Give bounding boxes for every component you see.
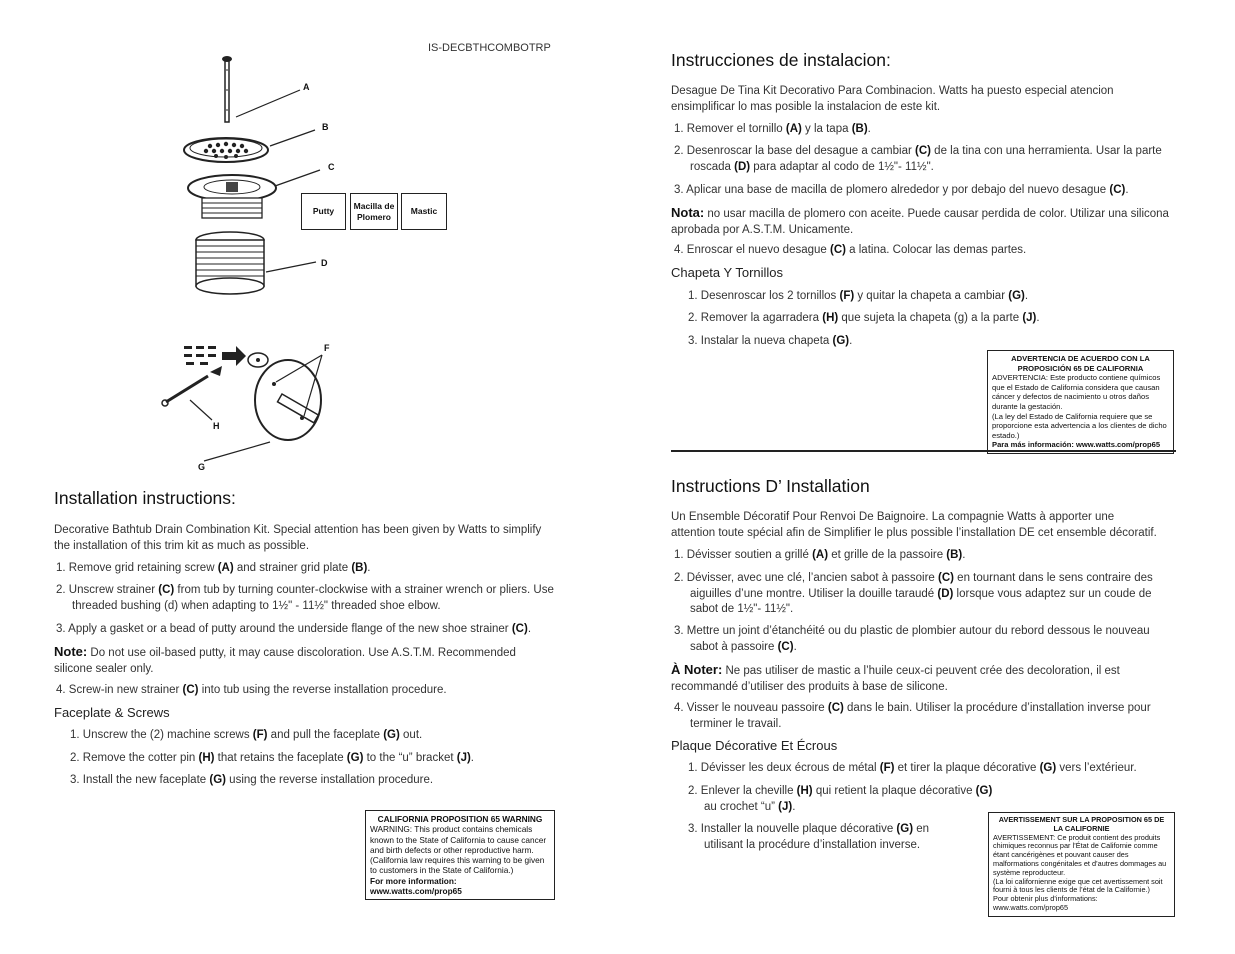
english-sub-step-2: 2. Remove the cotter pin (H) that retains the faceplate (G) to the “u” bracket (J). [70,752,474,764]
label-a: A [303,82,310,92]
spanish-warning-info: Para más información: www.watts.com/prop65 [992,440,1161,450]
spanish-warning-law: (La ley del Estado de California requiere que se proporcione esta advertencia a los clientes de dicho estado.) [992,411,1167,440]
spanish-subhead: Chapeta Y Tornillos [671,265,784,280]
spanish-warning-body: ADVERTENCIA: Este producto contiene químicos que el Estado de California considera que causan cáncer y defectos de nacimiento u otros daños durante la gestación. [992,373,1161,411]
english-warning-title: CALIFORNIA PROPOSITION 65 WARNING [377,814,543,824]
spanish-step-2: 2. Desenroscar la base del desague a cambiar (C) de la tina con una herramienta. Usar la parte roscada (D) para adaptar al codo de 1½"- 11½". [674,145,1162,173]
strainer-grid-illustration [184,138,268,162]
french-subhead: Plaque Décorative Et Écrous [671,738,838,753]
french-prop65-warning [988,812,1175,917]
parts-diagram [150,50,480,480]
english-note: Note: Do not use oil-based putty, it may cause discoloration. Use A.S.T.M. Recommended silicone sealer only. [54,644,516,675]
french-step-3: 3. Mettre un joint d’étanchéité ou du plastic de plombier autour du rebord dessous le nouveau sabot à passoire (C). [674,625,1150,653]
retaining-screw-illustration [222,56,232,122]
spanish-step-4: 4. Enroscar el nuevo desague (C) a latina. Colocar las demas partes. [674,244,1027,256]
label-b: B [322,122,329,132]
english-sub-step-3: 3. Install the new faceplate (G) using the reverse installation procedure. [70,774,434,786]
french-sub-step-1: 1. Dévisser les deux écrous de métal (F) et tirer la plaque décorative (G) vers l’extérieur. [688,762,1137,774]
faceplate-illustration [162,346,321,440]
french-sub-step-3: 3. Installer la nouvelle plaque décorative (G) en utilisant la procédure d’installation inverse. [688,823,930,851]
label-h: H [213,421,220,431]
spanish-step-3: 3. Aplicar una base de macilla de plomero alrededor y por debajo del nuevo desague (C). [674,184,1129,196]
french-step-2: 2. Dévisser, avec une clé, l’ancien sabot à passoire (C) en tournant dans le sens contraire des aiguilles d’une montre. Utiliser la douille taraudé (D) lorsque vous adaptez sur un coude de sabot de 1½"- 11½". [674,572,1153,615]
spanish-step-1: 1. Remover el tornillo (A) y la tapa (B). [674,123,871,135]
spanish-intro: Desague De Tina Kit Decorativo Para Combinacion. Watts ha puesto especial atencion ensimplificar lo mas posible la instalacion de este kit. [671,85,1114,113]
spanish-prop65-warning [987,350,1174,454]
french-note: À Noter: Ne pas utiliser de mastic a l’huile ceux-ci peuvent crée des decoloration, il est recommandé d’utiliser des produits à base de silicone. [671,662,1120,693]
english-warning-body: WARNING: This product contains chemicals known to the State of California to cause cancer and birth defects or other reproductive harm. [370,824,547,855]
document-id: IS-DECBTHCOMBOTRP [428,42,551,54]
spanish-sub-step-2: 2. Remover la agarradera (H) que sujeta la chapeta (g) a la parte (J). [688,312,1040,324]
french-warning-law: (La loi californienne exige que cet avertissement soit fourni à tous les clients de l’état de la Californie.) [993,876,1163,895]
french-title: Instructions D’ Installation [671,476,870,496]
strainer-illustration [188,175,276,218]
french-intro: Un Ensemble Décoratif Pour Renvoi De Baignoire. La compagnie Watts à apporter une attention toute spécial afin de Simplifier le plus possible l’installation DE cet ensemble décoratif. [671,511,1157,539]
english-subhead: Faceplate & Screws [54,705,170,720]
english-sub-step-1: 1. Unscrew the (2) machine screws (F) and pull the faceplate (G) out. [70,729,423,741]
english-title: Installation instructions: [54,488,236,508]
label-g: G [198,462,206,472]
spanish-sub-step-3: 3. Instalar la nueva chapeta (G). [688,335,853,347]
english-step-1: 1. Remove grid retaining screw (A) and strainer grid plate (B). [56,562,371,574]
threaded-bushing-illustration [196,232,264,294]
english-step-2: 2. Unscrew strainer (C) from tub by turning counter-clockwise with a strainer wrench or pliers. Use threaded bushing (d) when adapting to 1½" - 11½" threaded shoe elbow. [56,584,554,612]
label-d: D [321,258,328,268]
english-prop65-warning [365,810,555,900]
french-warning-title: AVERTISSEMENT SUR LA PROPOSITION 65 DE LA CALIFORNIE [998,815,1165,833]
english-warning-info: For more information: www.watts.com/prop65 [370,875,462,897]
french-step-1: 1. Dévisser soutien a grillé (A) et grille de la passoire (B). [674,549,966,561]
spanish-sub-step-1: 1. Desenroscar los 2 tornillos (F) y quitar la chapeta a cambiar (G). [688,290,1029,302]
french-warning-body: AVERTISSEMENT: Ce produit contient des produits chimiques reconnus par l’État de Californie comme étant cancérigènes et pouvant causer des malformations congénitales et d’autres dommages au système reproducteur. [993,832,1167,877]
spanish-title: Instrucciones de instalacion: [671,50,891,70]
mastic-box: Mastic [401,193,447,230]
english-step-3: 3. Apply a gasket or a bead of putty around the underside flange of the new shoe strainer (C). [56,623,532,635]
putty-box: Putty [301,193,346,230]
french-warning-info: Pour obtenir plus d’informations: www.watts.com/prop65 [993,894,1098,912]
label-f: F [324,343,330,353]
french-step-4: 4. Visser le nouveau passoire (C) dans le bain. Utiliser la procédure d’installation inverse pour terminer le travail. [674,702,1151,730]
spanish-note: Nota: no usar macilla de plomero con aceite. Puede causar perdida de color. Utilizar una silicona aprobada por A.S.T.M. Unicamente. [671,205,1169,236]
label-c: C [328,162,335,172]
english-intro: Decorative Bathtub Drain Combination Kit. Special attention has been given by Watts to simplify the installation of this trim kit as much as possible. [54,524,542,552]
section-divider [671,450,1176,452]
english-step-4: 4. Screw-in new strainer (C) into tub using the reverse installation procedure. [56,684,447,696]
macilla-box: Macilla de Plomero [350,193,398,230]
french-sub-step-2: 2. Enlever la cheville (H) qui retient la plaque décorative (G) au crochet “u” (J). [688,785,993,813]
english-warning-law: (California law requires this warning to be given to customers in the State of California.) [370,855,545,876]
spanish-warning-title: ADVERTENCIA DE ACUERDO CON LA PROPOSICIÓN 65 DE CALIFORNIA [1011,354,1150,373]
